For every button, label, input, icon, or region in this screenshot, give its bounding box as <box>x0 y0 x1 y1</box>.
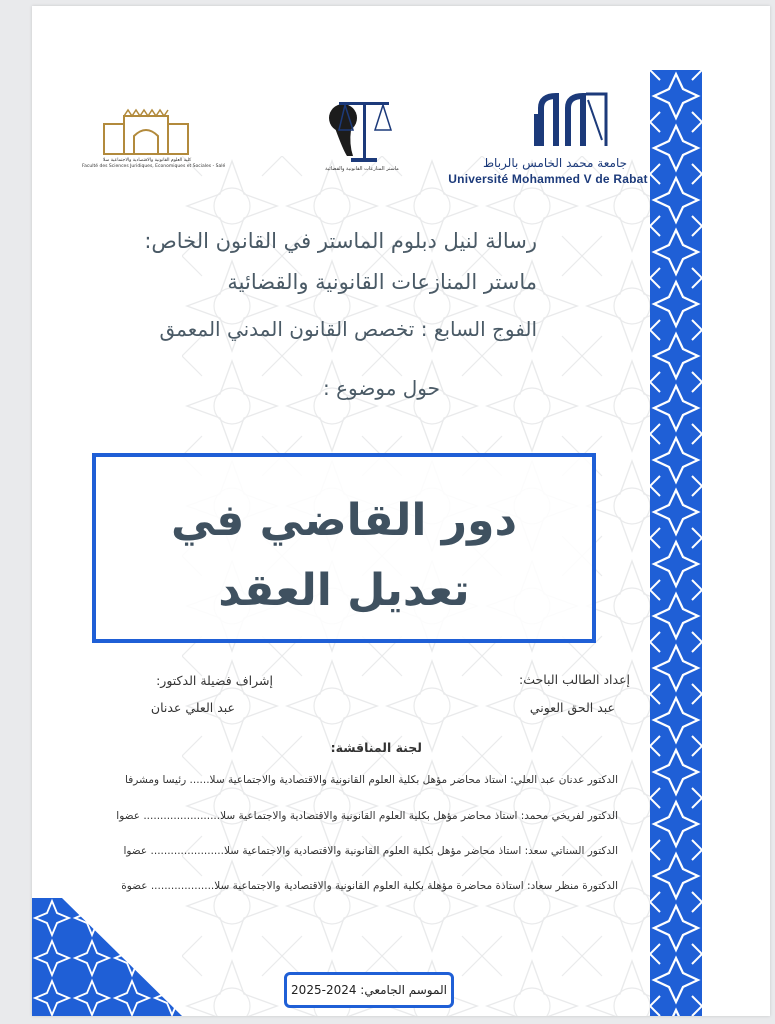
university-name-arabic: جامعة محمد الخامس بالرباط <box>482 156 628 170</box>
committee-member: الدكتور لفريخي محمد: استاذ محاضر مؤهل بكلية العلوم القانونية والاقتصادية والاجتماعية سلا....................... عضوا <box>116 810 618 822</box>
academic-season-box: الموسم الجامعي: 2024-2025 <box>284 972 454 1008</box>
document-page <box>32 6 770 1016</box>
supervisor-label: إشراف فضيلة الدكتور: <box>156 673 273 688</box>
thesis-title-line-2: تعديل العقد <box>218 565 470 616</box>
prepared-by-label: إعداد الطالب الباحث: <box>519 672 630 687</box>
thesis-degree-line: رسالة لنيل دبلوم الماستر في القانون الخاص: <box>144 229 537 253</box>
university-name-french: Université Mohammed V de Rabat <box>448 172 648 186</box>
supervisor-name: عبد العلي عدنان <box>150 700 235 715</box>
thesis-title-box <box>92 453 596 643</box>
faculty-caption-french: Faculté des Sciences Juridiques, Economiques et Sociales - Salé <box>82 164 226 169</box>
corner-decorative-pattern <box>32 898 182 1016</box>
committee-member: الدكتور عدنان عبد العلي: استاذ محاضر مؤهل بكلية العلوم القانونية والاقتصادية والاجتماعية سلا...... رئيسا ومشرفا <box>125 774 618 786</box>
master-program-line: ماستر المنازعات القانونية والقضائية <box>227 270 537 294</box>
student-name: عبد الحق العوني <box>529 700 615 715</box>
faculty-caption <box>82 158 226 170</box>
right-decorative-band <box>650 70 702 1016</box>
committee-member: الدكتورة منظر سعاد: استاذة محاضرة مؤهلة بكلية العلوم القانونية والاقتصادية والاجتماعية سلا................... عضوة <box>121 880 618 892</box>
topic-intro-line: حول موضوع : <box>323 376 440 400</box>
committee-title: لجنة المناقشة: <box>330 740 422 755</box>
master-program-caption: ماستر المنازعات القانونية والقضائية <box>325 166 399 172</box>
committee-member: الدكتور السناتي سعد: استاذ محاضر مؤهل بكلية العلوم القانونية والاقتصادية والاجتماعية سلا...................... عضوا <box>123 845 618 857</box>
thesis-title-line-1: دور القاضي في <box>170 495 518 546</box>
faculty-caption-arabic: كلية العلوم القانونية والاقتصادية والاجتماعية سلا <box>102 158 192 163</box>
cohort-specialty-line: الفوج السابع : تخصص القانون المدني المعمق <box>159 317 537 341</box>
